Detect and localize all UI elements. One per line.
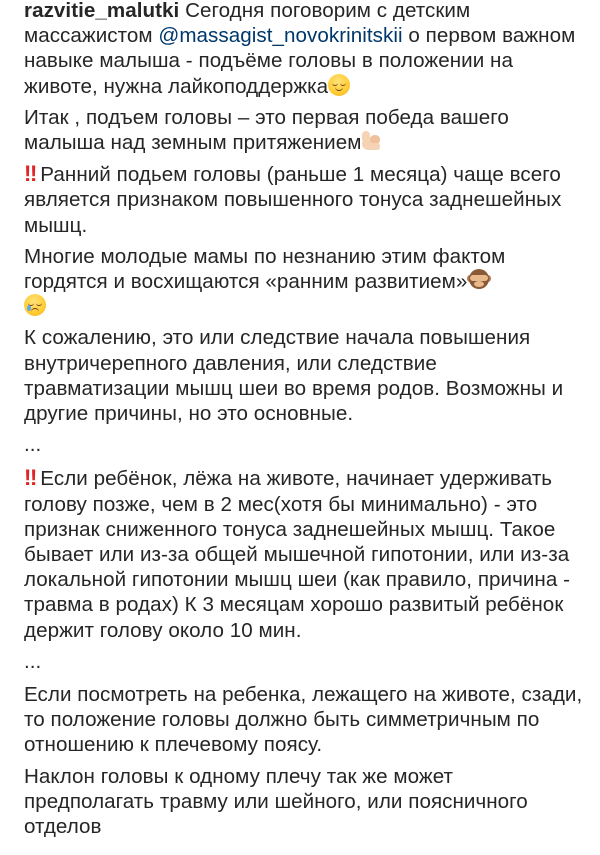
caption-paragraph-intro <box>24 0 584 99</box>
caption-ellipsis-2 <box>24 649 584 674</box>
see-no-evil-monkey-icon <box>467 269 491 291</box>
caption-paragraph-2 <box>24 105 584 155</box>
caption-paragraph-5 <box>24 325 584 426</box>
crying-face-icon <box>24 294 46 316</box>
paragraph-7-text: Если посмотреть на ребенка, лежащего на животе, сзади, то положение головы должно быть симметричным по отношению к плечевому поясу. <box>24 683 583 757</box>
paragraph-5-text: К сожалению, это или следствие начала повышения внутричерепного давления, или следствие травматизации мышц шеи во время родов. Возможны и другие причины, но это основные. <box>24 326 564 426</box>
double-exclamation-icon: ‼ <box>24 465 35 491</box>
double-exclamation-icon: ‼ <box>24 161 35 187</box>
caption-paragraph-7 <box>24 682 584 758</box>
caption-paragraph-4 <box>24 244 584 320</box>
caption-ellipsis-1 <box>24 432 584 457</box>
intro-text-end: о первом важном навыке малыша - подъёме головы в положении на животе, нужна лайкоподдержка <box>24 24 576 98</box>
caption-paragraph-6 <box>24 465 584 642</box>
caption-paragraph-8 <box>24 764 584 840</box>
paragraph-3-text: Ранний подьем головы (раньше 1 месяца) чаще всего является признаком повышенного тонуса заднешейных мышц. <box>24 163 562 237</box>
author-username-link[interactable]: razvitie_malutki <box>24 0 180 22</box>
ellipsis-1-text: ... <box>24 433 42 457</box>
post-caption <box>24 0 584 845</box>
paragraph-6-text: Если ребёнок, лёжа на животе, начинает удерживать голову позже, чем в 2 мес(хотя бы минимально) - это признак сниженного тонуса заднешейных мышц. Такое бывает или из-за общей мышечной гипотонии, или из-за локальной гипотонии мышц шеи (как правило, причина - травма в родах) К 3 месяцам хорошо развитый ребёнок держит голову около 10 мин. <box>24 467 571 642</box>
caption-paragraph-3 <box>24 161 584 238</box>
relieved-face-icon <box>328 74 350 96</box>
intro-text-start: Сегодня поговорим с детским массажистом <box>24 0 471 48</box>
paragraph-2-text: Итак , подъем головы – это первая победа вашего малыша над земным притяжением <box>24 105 509 155</box>
paragraph-4-text: Многие молодые мамы по незнанию этим фактом гордятся и восхищаются «ранним развитием» <box>24 244 506 294</box>
paragraph-8-text: Наклон головы к одному плечу так же может предполагать травму или шейного, или поясничного отделов <box>24 764 528 839</box>
mention-link[interactable]: @massagist_novokrinitskii <box>158 24 403 48</box>
flexed-biceps-icon <box>361 130 383 152</box>
ellipsis-2-text: ... <box>24 649 42 673</box>
